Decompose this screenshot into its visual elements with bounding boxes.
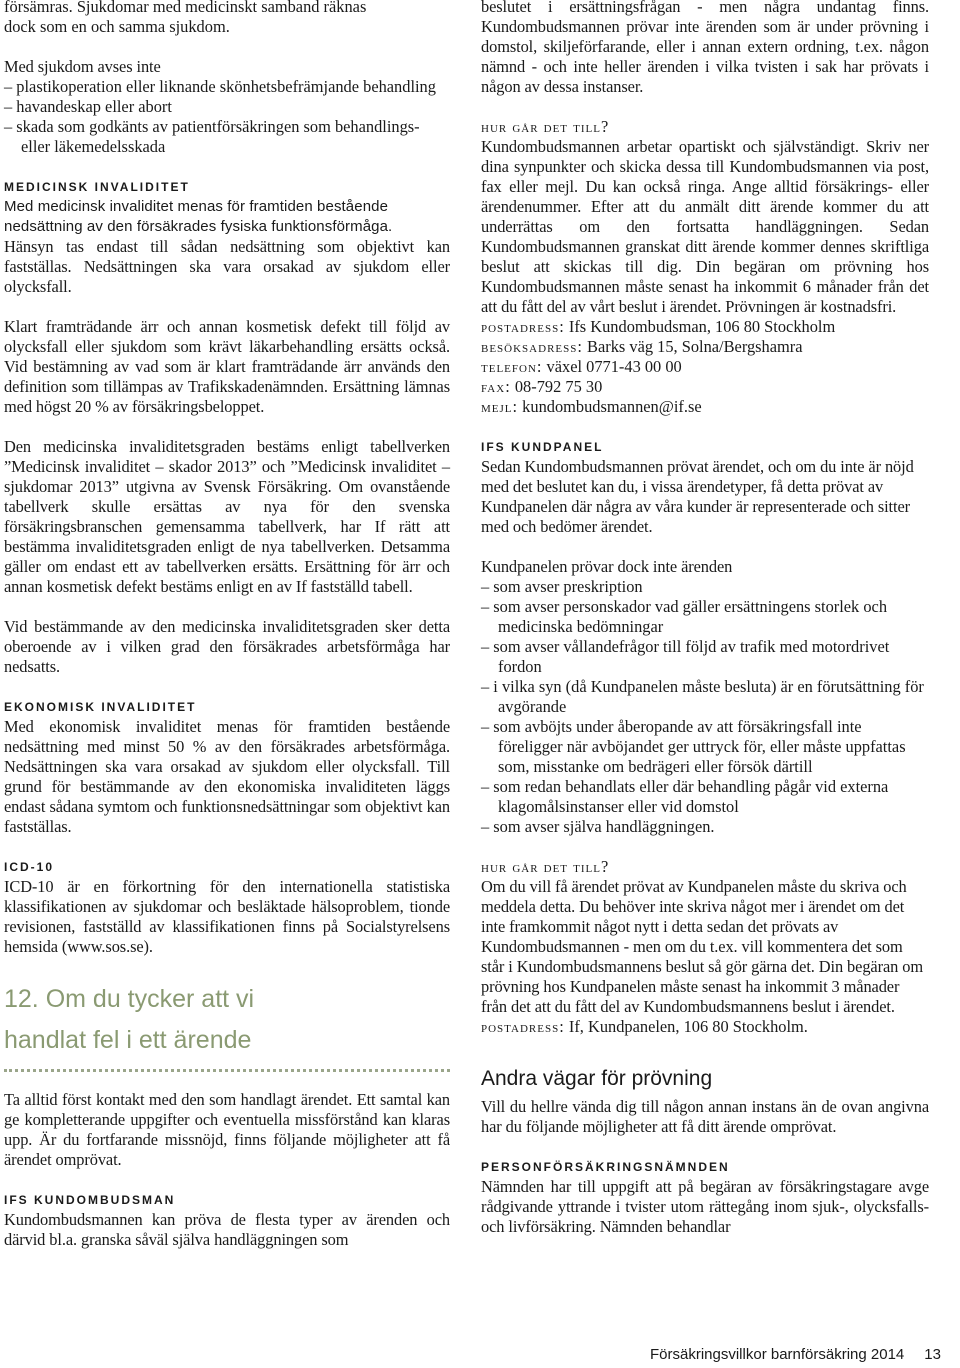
kundpanel-item: – som avser preskription (481, 577, 643, 596)
medicinsk-paragraph-1: Med medicinsk invaliditet menas för framtiden bestående nedsättning av den försäkrades fysiska funktionsförmåga. (4, 198, 393, 235)
section-heading-ekonomisk: EKONOMISK INVALIDITET (4, 700, 197, 714)
subheading-hur-gar-det-till-2: hur går det till? (481, 857, 610, 876)
right-column (481, 0, 929, 1237)
section-heading-medicinsk: MEDICINSK INVALIDITET (4, 180, 190, 194)
section-heading-ifs-kundpanel: IFS KUNDPANEL (481, 440, 604, 454)
heading-andra-vagar: Andra vägar för prövning (481, 1067, 713, 1090)
icd-paragraph: ICD-10 är en förkortning för den internationella statistiska klassifikationen av sjukdomar och besläktade hälsoproblem, tionde revisionen, fastställd av klassifikationen finns på Socialstyrelsens hemsida (www.sos.se). (4, 877, 450, 956)
contact-besoksadress: besöksadress: Barks väg 15, Solna/Bergshamra (481, 337, 803, 356)
kundpanel-item: – i vilka syn (då Kundpanelen måste besluta) är en förutsättning för avgörande (481, 677, 924, 716)
medicinsk-paragraph-5: Vid bestämmande av den medicinska invaliditetsgraden sker detta oberoende av i vilken grad den försäkrades arbetsförmåga har nedsatts. (4, 617, 450, 676)
sjukdom-item: – havandeskap eller abort (4, 97, 172, 116)
section-heading-icd: ICD-10 (4, 860, 55, 874)
kundpanel-item: – som avser vållandefrågor till följd av trafik med motordrivet fordon (481, 637, 890, 676)
contact-postadress: postadress: Ifs Kundombudsman, 106 80 Stockholm (481, 317, 836, 336)
kundpanel-item: – som avser personskador vad gäller ersättningens storlek och medicinska bedömningar (481, 597, 888, 636)
personforsakringsnamnden-paragraph: Nämnden har till uppgift att på begäran av försäkringstagare avge rådgivande yttrande i tvister utom rättegång inom sjuk-, olycksfalls- och livförsäkring. Nämnden behandlar (481, 1177, 929, 1236)
chapter-title-line-1: 12. Om du tycker att vi (4, 985, 255, 1013)
hur-gar-det-till-paragraph-2: Om du vill få ärendet prövat av Kundpanelen måste du skriva och meddela detta. Du behöver inte skriva något mer i ärendet om det inte framkommit något nytt i detta sedan det prövats av Kundombudsmannen - men om du t.ex. vill kommentera det som står i Kundombudsmannens beslut så gör gärna det. Din begäran om prövning hos Kundpanelen måste senast ha inkommit 3 månader från det att du fått del av Kundombudsmannens beslut i ärendet. (481, 877, 923, 1016)
chapter-title-line-2: handlat fel i ett ärende (4, 1026, 252, 1054)
continued-paragraph: beslutet i ersättningsfrågan - men några undantag finns. Kundombudsmannen prövar inte ärenden som är under prövning i domstol, skiljeförfarande, eller i annan extern ordning, t.ex. någon nämnd - och inte heller ärenden i vilka tvisten i sak har prövats i någon av dessa instanser. (481, 0, 929, 96)
sjukdom-item: – plastikoperation eller liknande skönhetsbefrämjande behandling (4, 77, 436, 96)
intro-line-1: försämras. Sjukdomar med medicinskt samband räknas (4, 0, 367, 16)
sjukdom-intro: Med sjukdom avses inte (4, 57, 161, 76)
left-column (4, 0, 450, 1250)
section-heading-personforsakringsnamnden: PERSONFÖRSÄKRINGSNÄMNDEN (481, 1160, 730, 1174)
kundpanel-item: – som avser själva handläggningen. (481, 817, 715, 836)
kundpanel-paragraph: Sedan Kundombudsmannen prövat ärendet, och om du inte är nöjd med det beslutet kan du, i vissa ärendetyper, få detta prövat av Kundpanelen där några av våra kunder är representerade och sitter med och bedömer ärendet. (481, 457, 914, 536)
intro-line-2: dock som en och samma sjukdom. (4, 17, 230, 36)
contact-fax: fax: 08-792 75 30 (481, 377, 603, 396)
dotted-divider (4, 1069, 450, 1072)
ifs-kundombudsman-paragraph: Kundombudsmannen kan pröva de flesta typer av ärenden och därvid bl.a. granska såväl själva handläggningen som (4, 1210, 450, 1249)
medicinsk-paragraph-4: Den medicinska invaliditetsgraden bestäms enligt tabellverken ”Medicinsk invaliditet – skador 2013” och ”Medicinsk invaliditet – sjukdomar 2013” utgivna av Svensk Försäkring. Om ovanstående tabellverk skulle ersättas av nya för den svenska försäkringsbranschen gemensamma tabellverk, har If rätt att bestämma invaliditetsgraden enligt de nya tabellverken. Detsamma gäller om endast ett av tabellverken ersätts. Ersättning för ärr och annan kosmetisk defekt bestäms enligt en av If fastställd tabell. (4, 437, 450, 596)
page-footer (650, 1345, 941, 1365)
hur-gar-det-till-paragraph-1: Kundombudsmannen arbetar opartiskt och självständigt. Skriv ner dina synpunkter och skicka dessa till Kundombudsmannen via post, fax eller mejl. Du kan också ringa. Ange alltid försäkrings- eller ärendenummer. Efter att du anmält ditt ärende kommer du att underrättas om den fortsatta handläggningen. Sedan Kundombudsmannen granskat ditt ärende kommer dennes skriftliga beslut att skickas till dig. Din begäran om prövning hos Kundombudsmannen måste senast ha inkommit 6 månader från det att du fått del av vårt beslut i ärendet. Prövningen är kostnadsfri. (481, 137, 929, 316)
page-number: 13 (924, 1346, 941, 1363)
subheading-hur-gar-det-till-1: hur går det till? (481, 117, 610, 136)
kundpanel-list-intro: Kundpanelen prövar dock inte ärenden (481, 557, 733, 576)
andra-vagar-paragraph: Vill du hellre vända dig till någon annan instans än de ovan angivna har du följande möjligheter att få ditt ärende omprövat. (481, 1097, 929, 1136)
ekonomisk-paragraph: Med ekonomisk invaliditet menas för framtiden bestående nedsättning med minst 50 % av den försäkrades arbetsförmåga. Nedsättningen ska vara orsakad av sjukdom eller olycksfall. Till grund för bestämmande av den ekonomiska invaliditeten läggs endast sådana symtom och funktionsnedsättningar som objektivt kan fastställas. (4, 717, 450, 836)
medicinsk-paragraph-2: Hänsyn tas endast till sådan nedsättning som objektivt kan fastställas. Nedsättningen ska vara orsakad av sjukdom eller olycksfall. (4, 237, 450, 296)
kundpanel-postadress: postadress: If, Kundpanelen, 106 80 Stockholm. (481, 1017, 808, 1036)
contact-mejl: mejl: kundombudsmannen@if.se (481, 397, 702, 416)
chapter-intro-paragraph: Ta alltid först kontakt med den som handlagt ärendet. Ett samtal kan ge kompletterande uppgifter och eventuella missförstånd kan klaras upp. Är du fortfarande missnöjd, finns följande möjligheter att få ärendet omprövat. (4, 1090, 450, 1169)
contact-telefon: telefon: växel 0771-43 00 00 (481, 357, 682, 376)
kundpanel-item: – som redan behandlats eller där behandling pågår vid externa klagomålsinstanser eller vid domstol (481, 777, 889, 816)
medicinsk-paragraph-3: Klart framträdande ärr och annan kosmetisk defekt till följd av olycksfall eller sjukdom som krävt läkarbehandling ersätts också. Vid bestämning av vad som är klart framträdande ärr används den definition som tillämpas av Trafikskadenämnden. Ersättning lämnas med högst 20 % av försäkringsbeloppet. (4, 317, 450, 416)
footer-title: Försäkringsvillkor barnförsäkring 2014 (650, 1346, 905, 1363)
sjukdom-item: – skada som godkänts av patientförsäkringen som behandlings- eller läkemedelsskada (4, 117, 420, 156)
section-heading-ifs-kundombudsman: IFS KUNDOMBUDSMAN (4, 1193, 176, 1207)
kundpanel-item: – som avböjts under åberopande av att försäkringsfall inte föreligger när avböjandet ger uttryck för, eller måste uppfattas som, misstanke om bedrägeri eller försök därtill (481, 717, 906, 776)
